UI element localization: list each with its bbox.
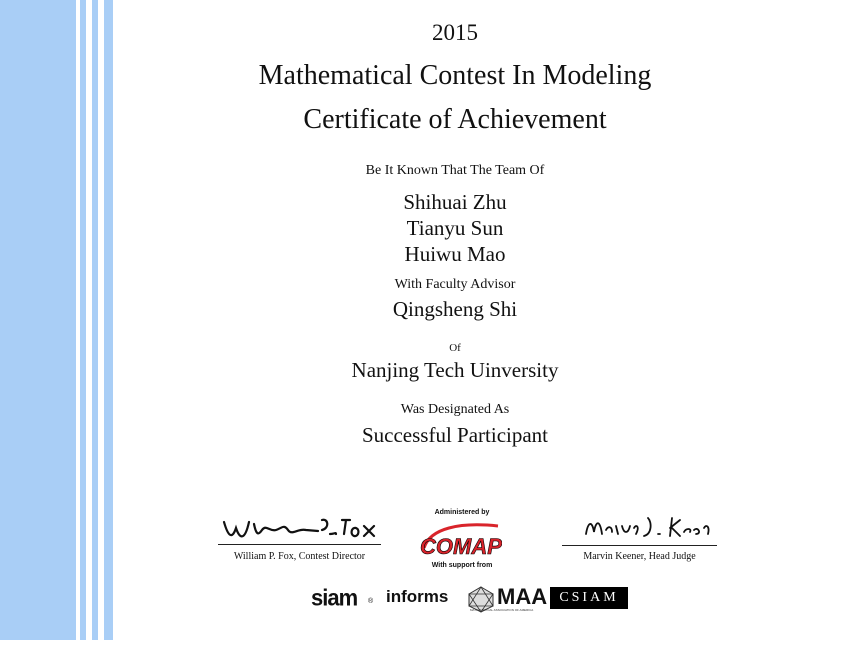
contest-director-signature: [218, 510, 383, 544]
csiam-logo: CSIAM: [550, 587, 628, 609]
informs-logo-text: informs: [386, 587, 449, 606]
comap-logo-text: COMAP: [420, 534, 502, 559]
maa-logo-text: MAA: [497, 584, 548, 609]
certificate-year: 2015: [432, 20, 478, 45]
designation: Successful Participant: [361, 423, 549, 447]
comap-logo: [420, 518, 502, 562]
siam-logo: siam: [311, 584, 358, 611]
advisor-label: With Faculty Advisor: [394, 277, 516, 292]
decorative-stripe: [92, 0, 98, 640]
left-decorative-band: [0, 0, 76, 640]
support-label: With support from: [431, 562, 493, 569]
siam-reg-mark: ®: [368, 598, 374, 605]
institution-name: Nanjing Tech Uinversity: [351, 358, 559, 382]
faculty-advisor: Qingsheng Shi: [392, 297, 518, 321]
contest-director-caption: William P. Fox, Contest Director: [233, 551, 366, 562]
head-judge-signature: [580, 512, 720, 544]
certificate-title: Certificate of Achievement: [303, 104, 607, 135]
contest-name: Mathematical Contest In Modeling: [258, 60, 652, 91]
signature-line: [562, 545, 717, 546]
maa-subtitle: MATHEMATICAL ASSOCIATION OF AMERICA: [470, 608, 534, 612]
team-member: Huiwu Mao: [404, 242, 506, 266]
team-member: Tianyu Sun: [406, 216, 504, 240]
administered-by-label: Administered by: [434, 509, 490, 516]
decorative-stripe: [80, 0, 86, 640]
signature-line: [218, 544, 381, 545]
decorative-stripe: [104, 0, 113, 640]
of-label: Of: [449, 342, 461, 354]
designation-label: Was Designated As: [400, 402, 510, 417]
intro-line: Be It Known That The Team Of: [365, 163, 545, 178]
team-member: Shihuai Zhu: [403, 190, 507, 214]
head-judge-caption: Marvin Keener, Head Judge: [583, 551, 696, 562]
